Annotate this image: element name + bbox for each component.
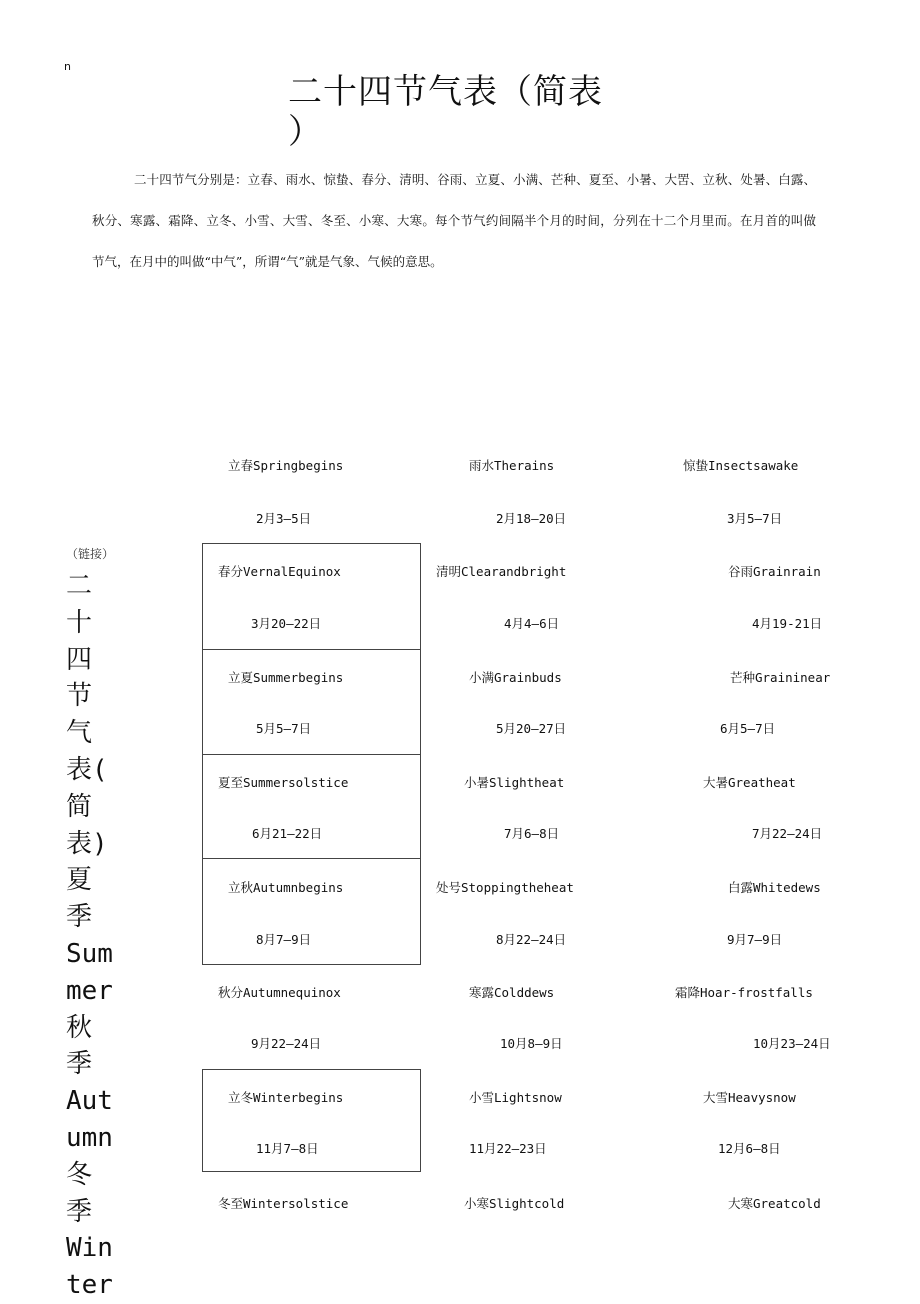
solar-term-name: 小雪Lightsnow <box>469 1090 562 1105</box>
page-title-line-1: 二十四节气表（简表 <box>288 72 603 112</box>
intro-paragraph: 二十四节气分别是：立春、雨水、惊蛰、春分、清明、谷雨、立夏、小满、芒种、夏至、小暑、大罟、立秋、处暑、白露、秋分、寒露、霜降、立冬、小雪、大雪、冬至、小寒、大寒。每个节气约间隔半个月的时间，分列在十二个月里而。在月首的叫做节气，在月中的叫做“中气”，所谓“气”就是气象、气候的意思。 <box>92 171 816 269</box>
solar-term-date: 7月6—8日 <box>504 826 560 841</box>
vertical-title-line: 简 <box>66 791 93 822</box>
vertical-title-line: 四 <box>66 644 93 675</box>
solar-term-date: 6月21—22日 <box>252 826 323 841</box>
vertical-title-line: Aut <box>66 1086 113 1117</box>
vertical-title-line: 十 <box>66 607 93 638</box>
solar-term-date: 12月6—8日 <box>718 1141 781 1156</box>
solar-term-date: 8月22—24日 <box>496 932 567 947</box>
solar-term-date: 11月22—23日 <box>469 1141 547 1156</box>
side-note: （链接） <box>66 547 115 561</box>
solar-term-name: 霜降Hoar-frostfalls <box>675 985 813 1000</box>
solar-term-date: 10月23—24日 <box>753 1036 831 1051</box>
vertical-title-line: 秋 <box>66 1012 93 1043</box>
solar-term-date: 2月3—5日 <box>256 511 312 526</box>
vertical-title <box>66 568 114 1304</box>
vertical-title-line: 表) <box>66 828 108 859</box>
page-title-line-2: ） <box>288 112 323 152</box>
solar-term-name: 春分VernalEquinox <box>218 564 341 579</box>
solar-term-date: 7月22—24日 <box>752 826 823 841</box>
solar-term-name: 立秋Autumnbegins <box>228 880 344 895</box>
vertical-title-line: ter <box>66 1270 113 1301</box>
vertical-title-line: 表( <box>66 754 108 785</box>
solar-term-name: 处号Stoppingtheheat <box>436 880 574 895</box>
solar-term-name: 清明Clearandbright <box>436 564 567 579</box>
solar-term-name: 夏至Summersolstice <box>218 775 349 790</box>
table-divider <box>202 858 421 859</box>
solar-term-name: 秋分Autumnequinox <box>218 985 341 1000</box>
table-divider <box>202 754 421 755</box>
vertical-title-line: umn <box>66 1122 113 1153</box>
solar-term-name: 立夏Summerbegins <box>228 670 344 685</box>
solar-term-date: 2月18—20日 <box>496 511 567 526</box>
solar-term-name: 芒种Graininear <box>730 670 831 685</box>
solar-term-date: 8月7—9日 <box>256 932 312 947</box>
solar-term-name: 立冬Winterbegins <box>228 1090 344 1105</box>
solar-term-name: 大雪Heavysnow <box>703 1090 796 1105</box>
solar-term-name: 寒露Colddews <box>469 985 555 1000</box>
solar-term-date: 3月5—7日 <box>727 511 783 526</box>
vertical-title-line: 季 <box>66 1049 93 1080</box>
page-title <box>288 72 608 152</box>
solar-term-date: 4月4—6日 <box>504 616 560 631</box>
solar-term-date: 6月5—7日 <box>720 721 776 736</box>
vertical-title-line: 二 <box>66 571 93 601</box>
solar-term-name: 小满Grainbuds <box>469 670 562 685</box>
solar-term-date: 9月7—9日 <box>727 932 783 947</box>
vertical-title-line: Win <box>66 1233 113 1264</box>
corner-mark: n <box>64 60 71 73</box>
solar-term-name: 谷雨Grainrain <box>728 564 821 579</box>
solar-term-name: 大暑Greatheat <box>703 775 796 790</box>
solar-term-date: 5月5—7日 <box>256 721 312 736</box>
vertical-title-line: Sum <box>66 938 113 969</box>
vertical-title-line: 季 <box>66 1196 93 1227</box>
solar-term-date: 9月22—24日 <box>251 1036 322 1051</box>
vertical-title-line: mer <box>66 975 113 1006</box>
vertical-title-line: 气 <box>66 718 93 749</box>
vertical-title-line: 夏 <box>66 865 93 896</box>
solar-term-date: 4月19-21日 <box>752 616 823 631</box>
solar-term-name: 大寒Greatcold <box>728 1196 821 1211</box>
solar-term-name: 冬至Wintersolstice <box>218 1196 349 1211</box>
vertical-title-line: 冬 <box>66 1159 93 1190</box>
solar-term-name: 立春Springbegins <box>228 458 344 473</box>
solar-term-date: 5月20—27日 <box>496 721 567 736</box>
solar-term-name: 雨水Therains <box>469 458 555 473</box>
table-divider <box>202 649 421 650</box>
solar-term-name: 白露Whitedews <box>728 880 821 895</box>
solar-term-name: 小暑Slightheat <box>464 775 565 790</box>
solar-term-date: 11月7—8日 <box>256 1141 319 1156</box>
vertical-title-line: 季 <box>66 902 93 933</box>
solar-term-date: 3月20—22日 <box>251 616 322 631</box>
solar-term-date: 10月8—9日 <box>500 1036 563 1051</box>
solar-term-name: 惊蛰Insectsawake <box>683 458 799 473</box>
vertical-title-line: 节 <box>66 681 93 712</box>
solar-term-name: 小寒Slightcold <box>464 1196 565 1211</box>
